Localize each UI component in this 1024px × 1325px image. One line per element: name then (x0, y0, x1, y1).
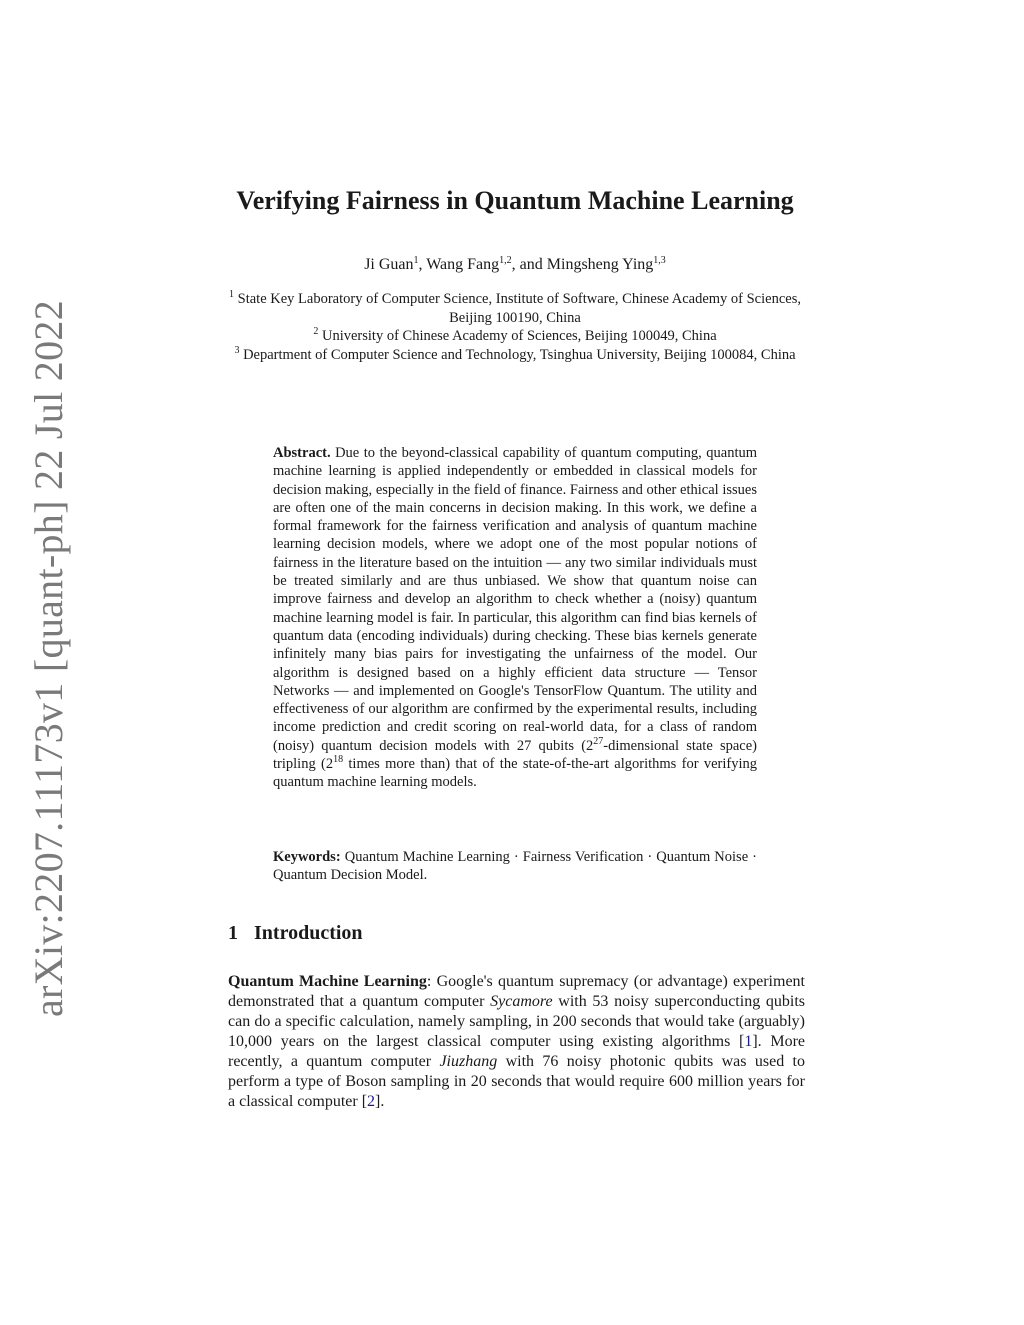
affiliation-text: Department of Computer Science and Technology, Tsinghua University, Beijing 100084, China (243, 346, 796, 363)
abstract-text: Due to the beyond-classical capability of quantum computing, quantum machine learning is applied independently or embedded in classical models for decision making, especially in the field of finance. Fairness and other ethical issues are often one of the main concerns in decision making. In this work, we define a formal framework for the fairness verification and analysis of quantum machine learning decision models, where we adopt one of the most popular notions of fairness in the literature based on the intuition — any two similar individuals must be treated similarly and are thus unbiased. We show that quantum noise can improve fairness and develop an algorithm to check whether a (noisy) quantum machine learning model is fair. In particular, this algorithm can find bias kernels of quantum data (encoding individuals) during checking. These bias kernels generate infinitely many bias pairs for investigating the unfairness of the model. Our algorithm is designed based on a highly efficient data structure — Tensor Networks — and implemented on Google's TensorFlow Quantum. The utility and effectiveness of our algorithm are confirmed by the experimental results, including income prediction and credit scoring on real-world data, for a class of random (noisy) quantum decision models with 27 qubits (2 (273, 445, 758, 754)
author-name: Wang Fang (426, 256, 500, 273)
arxiv-identifier-text: arXiv:2207.11173v1 [quant-ph] 22 Jul 2022 (26, 299, 72, 1017)
keywords-paragraph (273, 848, 757, 885)
abstract-text: times more than) that of the state-of-the-art algorithms for verifying quantum machine learning models. (273, 756, 757, 791)
body-text: ]. More recently, a quantum computer (228, 1033, 806, 1070)
arxiv-identifier-stamp (26, 299, 72, 1017)
paragraph-lead: Quantum Machine Learning (228, 973, 427, 990)
author-affiliation-marker: 1,3 (653, 255, 666, 266)
body-text: ]. (375, 1093, 385, 1110)
affiliation-number: 1 (229, 289, 235, 300)
author-affiliation-marker: 1 (413, 255, 419, 266)
abstract-label: Abstract. (273, 445, 331, 461)
paper-title: Verifying Fairness in Quantum Machine Learning (236, 186, 794, 215)
abstract-block (273, 444, 757, 792)
citation-link[interactable]: 2 (367, 1093, 376, 1110)
author-name: Mingsheng Ying (546, 256, 654, 273)
keywords-label: Keywords: (273, 849, 341, 865)
body-text: with 53 noisy superconducting qubits can do a specific calculation, namely sampling, in 200 seconds that would take (arguably) 10,000 years on the largest classical computer using existing algorithms [ (228, 993, 806, 1050)
keywords-block (273, 848, 757, 885)
abstract-text: -dimensional state space) tripling (2 (273, 737, 757, 773)
affiliation-item (215, 327, 815, 346)
affiliation-text: State Key Laboratory of Computer Science, Institute of Software, Chinese Academy of Sciences, Beijing 100190, China (237, 291, 801, 326)
author-list (200, 256, 830, 274)
affiliation-item (215, 290, 815, 327)
body-text: with 76 noisy photonic qubits was used to perform a type of Boson sampling in 20 seconds that would require 600 million years for a classical computer [ (228, 1053, 806, 1110)
author-separator: , (418, 256, 427, 273)
body-text: : Google's quantum supremacy (or advantage) experiment demonstrated that a quantum computer (228, 973, 805, 1010)
abstract-paragraph (273, 444, 757, 792)
author-name: Ji Guan (364, 256, 414, 273)
abstract-exponent: 18 (333, 754, 344, 766)
affiliation-list (215, 290, 815, 364)
citation-link[interactable]: 1 (744, 1033, 753, 1050)
introduction-paragraph (228, 972, 805, 1112)
affiliation-text: University of Chinese Academy of Sciences, Beijing 100049, China (321, 328, 717, 344)
author-separator: , and (511, 256, 547, 273)
affiliation-number: 2 (313, 326, 319, 337)
affiliation-item (215, 346, 815, 365)
section-title: Introduction (254, 922, 363, 944)
affiliation-number: 3 (234, 344, 240, 356)
section-heading (228, 922, 363, 945)
computer-name: Sycamore (490, 993, 553, 1010)
computer-name: Jiuzhang (439, 1053, 498, 1070)
keywords-text: Quantum Machine Learning · Fairness Verification · Quantum Noise · Quantum Decision Model. (273, 849, 758, 884)
body-paragraph (228, 972, 805, 1112)
abstract-exponent: 27 (593, 735, 604, 747)
author-affiliation-marker: 1,2 (499, 255, 512, 266)
section-number: 1 (228, 922, 238, 944)
